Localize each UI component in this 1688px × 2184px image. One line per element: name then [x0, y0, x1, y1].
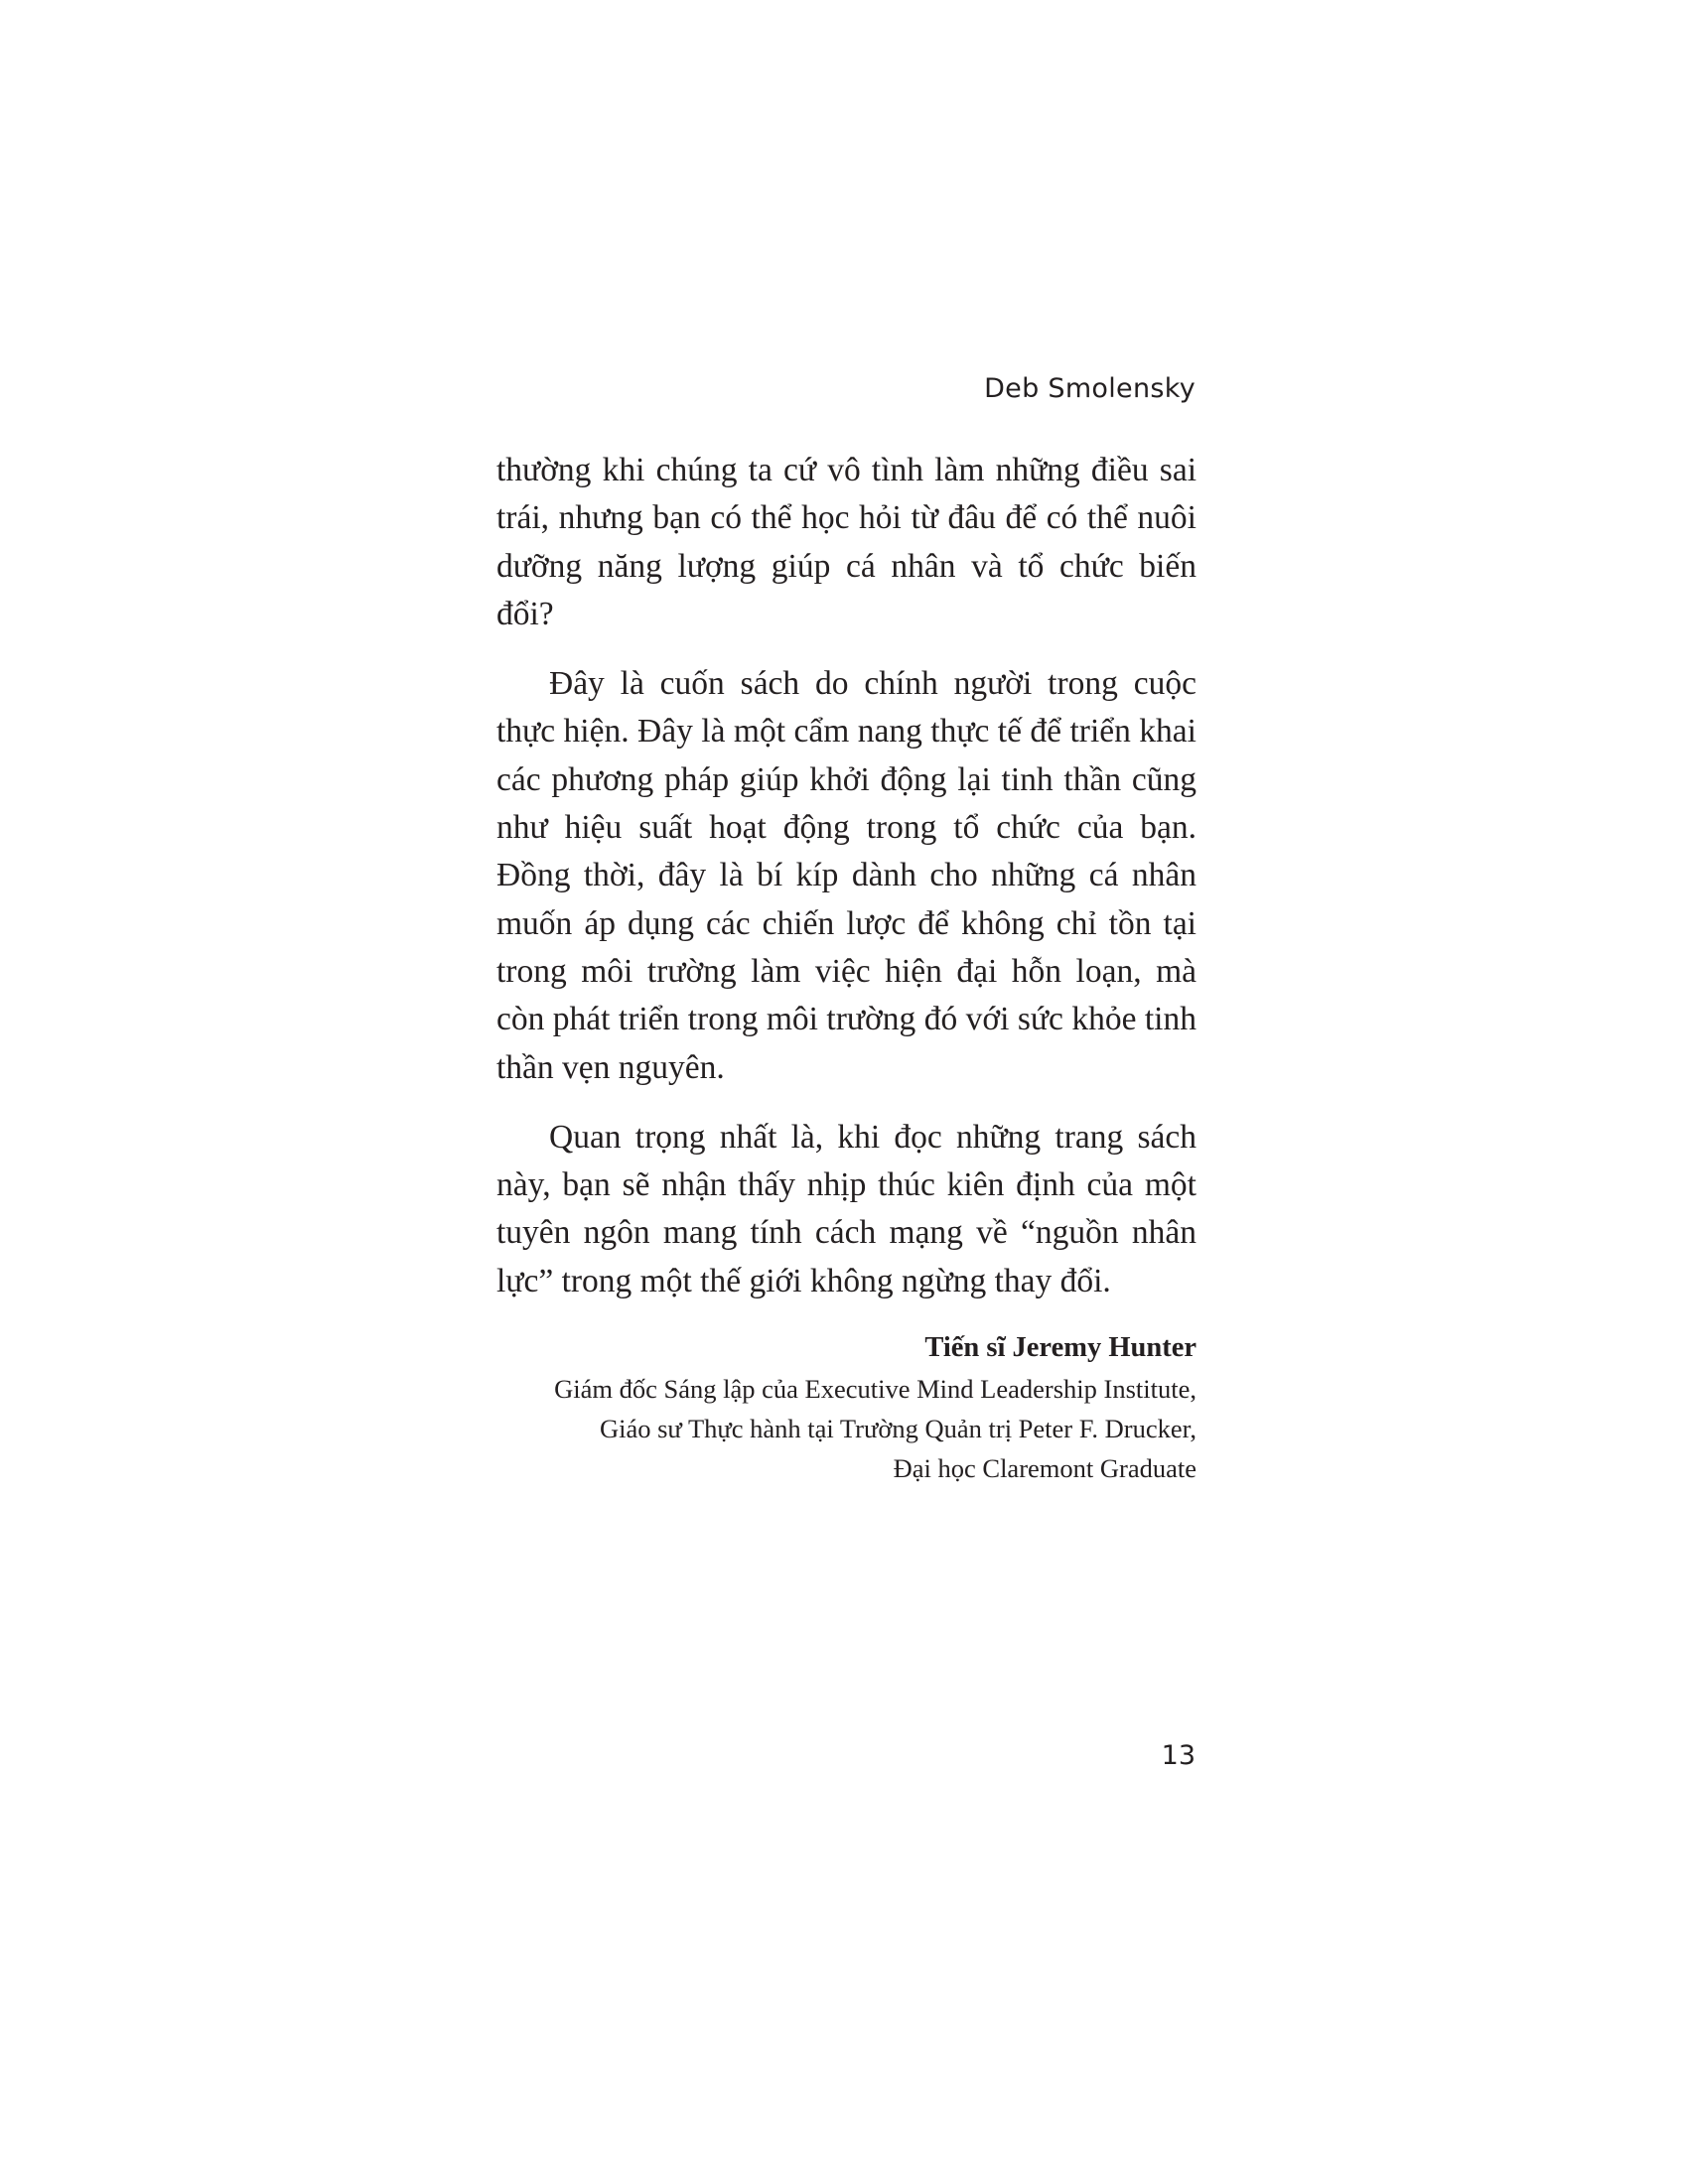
- running-header: Deb Smolensky: [984, 373, 1196, 404]
- body-text: [496, 447, 1196, 1488]
- paragraph: Quan trọng nhất là, khi đọc những trang sách này, bạn sẽ nhận thấy nhịp thúc kiên định của một tuyên ngôn mang tính cách mạng về “nguồn nhân lực” trong một thế giới không ngừng thay đổi.: [496, 1118, 1196, 1299]
- paragraph: Đây là cuốn sách do chính người trong cuộc thực hiện. Đây là một cẩm nang thực tế để triển khai các phương pháp giúp khởi động lại tinh thần cũng như hiệu suất hoạt động trong tổ chức của bạn. Đồng thời, đây là bí kíp dành cho những cá nhân muốn áp dụng các chiến lược để không chỉ tồn tại trong môi trường làm việc hiện đại hỗn loạn, mà còn phát triển trong môi trường đó với sức khỏe tinh thần vẹn nguyên.: [496, 665, 1196, 1086]
- attribution-affiliation: Đại học Claremont Graduate: [893, 1453, 1196, 1484]
- attribution-title: Giáo sư Thực hành tại Trường Quản trị Peter F. Drucker,: [599, 1414, 1196, 1444]
- attribution-title: Giám đốc Sáng lập của Executive Mind Leadership Institute,: [554, 1374, 1196, 1405]
- attribution-name: Tiến sĩ Jeremy Hunter: [924, 1332, 1196, 1364]
- page-number: 13: [1161, 1740, 1196, 1771]
- paragraph-continuation: thường khi chúng ta cứ vô tình làm những điều sai trái, nhưng bạn có thể học hỏi từ đâu để có thể nuôi dưỡng năng lượng giúp cá nhân và tổ chức biến đổi?: [496, 452, 1196, 632]
- attribution: [496, 1327, 1196, 1488]
